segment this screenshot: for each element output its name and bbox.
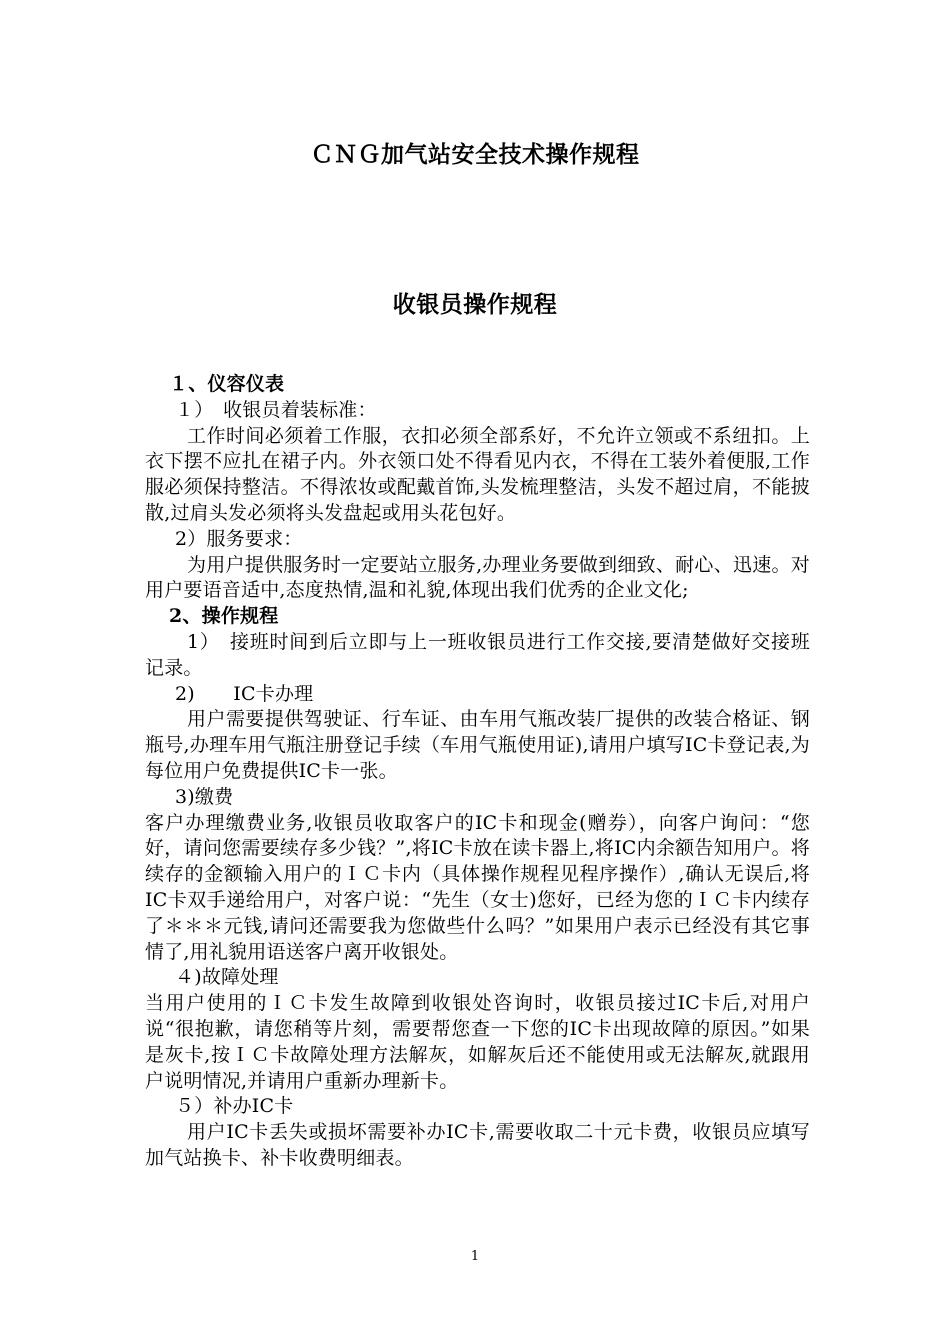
subsection-2-3-label: 3)缴费 (175, 785, 234, 808)
subsection-2-5-label: ５）补办IC卡 (175, 1095, 294, 1118)
page-number: 1 (470, 1249, 480, 1264)
subsection-1-2-label: 2）服务要求： (175, 527, 303, 550)
heading-1: １、仪容仪表 (169, 373, 285, 395)
subsection-2-1-text: 1） 接班时间到后立即与上一班收银员进行工作交接,要清楚做好交接班记录。 (145, 630, 810, 679)
subsection-2-2-label: 2) IC卡办理 (175, 682, 314, 705)
subsection-2-3-text: 客户办理缴费业务,收银员收取客户的IC卡和现金(赠券），向客户询问：“您好，请问您需要续存多少钱？”,将IC卡放在读卡器上,将IC内余额告知用户。将续存的金额输入用户的ＩＣ卡内（具体操作规程见程序操作）,确认无误后,将IC卡双手递给用户，对客户说：“先生（女士)您好，已经为您的ＩＣ卡内续存了＊＊＊元钱,请问还需要我为您做些什么吗？”如果用户表示已经没有其它事情了,用礼貌用语送客户离开收银处。 (145, 811, 810, 963)
subsection-2-4-text: 当用户使用的ＩＣ卡发生故障到收银处咨询时，收银员接过IC卡后,对用户说“很抱歉，请您稍等片刻，需要帮您查一下您的IC卡出现故障的原因。”如果是灰卡,按ＩＣ卡故障处理方法解灰，如解灰后还不能使用或无法解灰,就跟用户说明情况,并请用户重新办理新卡。 (145, 992, 810, 1092)
subsection-1-1-text: 工作时间必须着工作服，衣扣必须全部系好，不允许立领或不系纽扣。上衣下摆不应扎在裙子内。外衣领口处不得看见内衣，不得在工装外着便服,工作服必须保持整洁。不得浓妆或配戴首饰,头发梳理整洁，头发不超过肩，不能披散,过肩头发必须将头发盘起或用头花包好。 (145, 424, 810, 524)
document-body (145, 372, 810, 1172)
subsection-1-2-text: 为用户提供服务时一定要站立服务,办理业务要做到细致、耐心、迅速。对用户要语音适中,态度热情,温和礼貌,体现出我们优秀的企业文化; (145, 553, 810, 602)
section-title: 收银员操作规程 (392, 291, 558, 318)
subsection-1-1-label: １） 收银员着装标准： (175, 398, 377, 421)
subsection-2-4-label: ４)故障处理 (175, 966, 279, 989)
subsection-2-2-text: 用户需要提供驾驶证、行车证、由车用气瓶改装厂提供的改装合格证、钢瓶号,办理车用气瓶注册登记手续（车用气瓶使用证),请用户填写IC卡登记表,为每位用户免费提供IC卡一张。 (145, 708, 810, 782)
heading-2: 2、操作规程 (169, 605, 279, 628)
main-title: ＣＮＧ加气站安全技术操作规程 (310, 141, 640, 168)
subsection-2-5-text: 用户IC卡丢失或损坏需要补办IC卡,需要收取二十元卡费，收银员应填写加气站换卡、补卡收费明细表。 (145, 1121, 810, 1169)
